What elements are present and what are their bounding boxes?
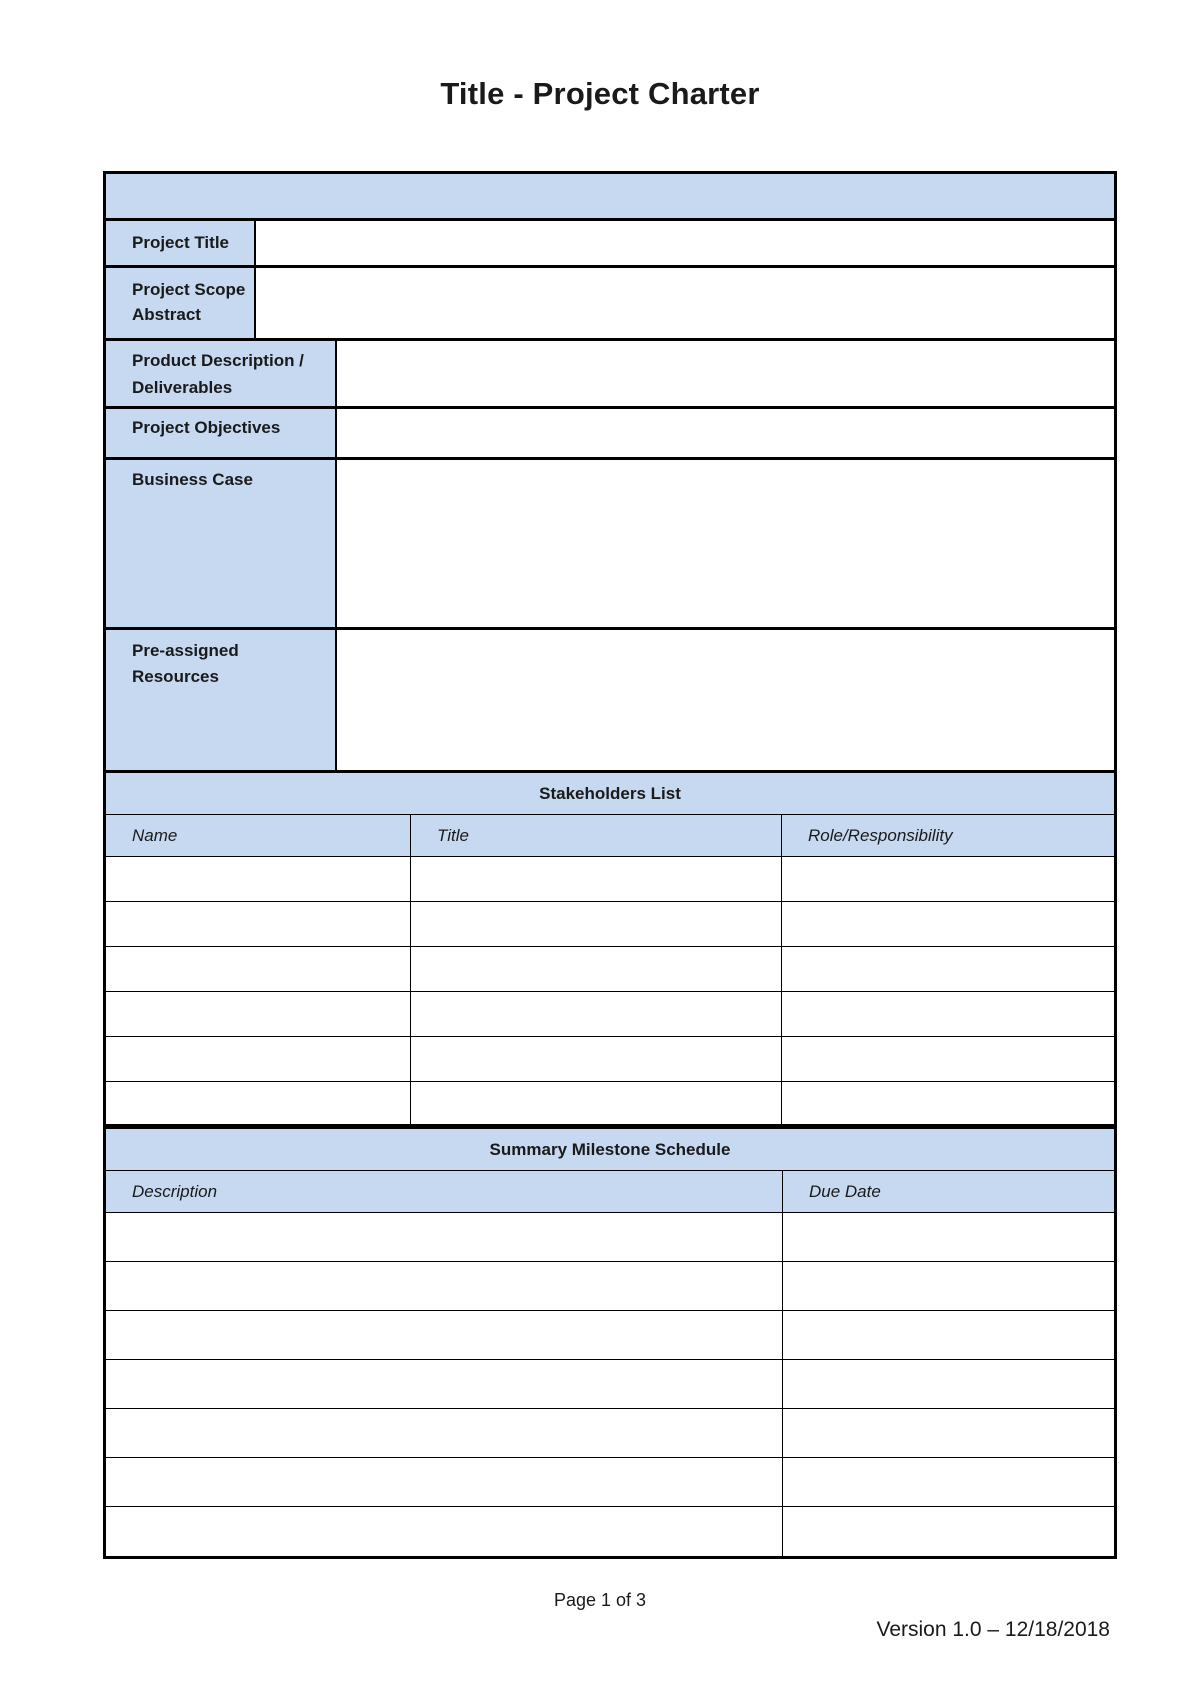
stakeholders-column-headers — [106, 815, 1114, 857]
page-number: Page 1 of 3 — [553, 1590, 647, 1610]
stakeholder-row — [106, 1037, 1114, 1082]
stakeholders-rows — [106, 857, 1114, 1127]
stakeholder-row — [106, 947, 1114, 992]
stakeholder-name-cell[interactable] — [106, 1082, 411, 1124]
milestone-row — [106, 1213, 1114, 1262]
milestone-due-date-cell[interactable] — [783, 1311, 1114, 1359]
milestone-row — [106, 1311, 1114, 1360]
label-business-case: Business Case — [106, 460, 337, 627]
stakeholders-heading: Stakeholders List — [106, 773, 1114, 815]
label-project-scope: Project Scope Abstract — [106, 268, 256, 338]
row-project-objectives — [106, 409, 1114, 460]
stakeholder-role-cell[interactable] — [782, 902, 1114, 946]
milestones-col-due-date: Due Date — [809, 1182, 881, 1201]
stakeholder-role-cell[interactable] — [782, 1037, 1114, 1081]
stakeholder-title-cell[interactable] — [411, 857, 782, 901]
field-product-description[interactable] — [337, 341, 1114, 406]
milestones-rows — [106, 1213, 1114, 1556]
stakeholders-col-role: Role/Responsibility — [808, 826, 953, 845]
stakeholder-title-cell[interactable] — [411, 902, 782, 946]
stakeholder-row — [106, 857, 1114, 902]
row-project-scope — [106, 268, 1114, 341]
stakeholder-title-cell[interactable] — [411, 947, 782, 991]
stakeholder-title-cell[interactable] — [411, 992, 782, 1036]
milestone-due-date-cell[interactable] — [783, 1458, 1114, 1506]
stakeholder-title-cell[interactable] — [411, 1037, 782, 1081]
stakeholder-name-cell[interactable] — [106, 947, 411, 991]
stakeholders-col-name: Name — [106, 815, 411, 856]
version-label: Version 1.0 – 12/18/2018 — [876, 1618, 1110, 1641]
stakeholder-row — [106, 1082, 1114, 1127]
milestone-description-cell[interactable] — [106, 1262, 783, 1310]
stakeholder-title-cell[interactable] — [411, 1082, 782, 1124]
stakeholder-name-cell[interactable] — [106, 1037, 411, 1081]
stakeholder-name-cell[interactable] — [106, 902, 411, 946]
milestone-due-date-cell[interactable] — [783, 1409, 1114, 1457]
milestone-row — [106, 1409, 1114, 1458]
header-band — [106, 174, 1114, 221]
stakeholder-row — [106, 992, 1114, 1037]
row-preassigned-resources — [106, 630, 1114, 773]
milestone-row — [106, 1507, 1114, 1556]
label-preassigned-resources: Pre-assigned Resources — [106, 630, 337, 770]
field-project-title[interactable] — [256, 221, 1114, 265]
milestone-row — [106, 1360, 1114, 1409]
milestone-description-cell[interactable] — [106, 1213, 783, 1261]
milestone-description-cell[interactable] — [106, 1507, 783, 1556]
stakeholders-col-title: Title — [411, 815, 782, 856]
row-project-title — [106, 221, 1114, 268]
milestone-description-cell[interactable] — [106, 1458, 783, 1506]
label-product-description: Product Description / Deliverables — [106, 341, 337, 406]
milestones-heading: Summary Milestone Schedule — [106, 1127, 1114, 1171]
milestones-column-headers — [106, 1171, 1114, 1213]
stakeholder-name-cell[interactable] — [106, 857, 411, 901]
label-project-objectives: Project Objectives — [106, 409, 337, 457]
stakeholder-role-cell[interactable] — [782, 947, 1114, 991]
milestone-row — [106, 1262, 1114, 1311]
project-charter-form — [103, 171, 1117, 1559]
row-product-description — [106, 341, 1114, 409]
field-project-objectives[interactable] — [337, 409, 1114, 457]
milestone-description-cell[interactable] — [106, 1409, 783, 1457]
stakeholder-role-cell[interactable] — [782, 857, 1114, 901]
milestone-due-date-cell[interactable] — [783, 1262, 1114, 1310]
field-preassigned-resources[interactable] — [337, 630, 1114, 770]
label-project-title: Project Title — [106, 221, 256, 265]
milestone-due-date-cell[interactable] — [783, 1360, 1114, 1408]
milestone-description-cell[interactable] — [106, 1311, 783, 1359]
document-title: Title - Project Charter — [440, 76, 760, 111]
stakeholder-row — [106, 902, 1114, 947]
row-business-case — [106, 460, 1114, 630]
stakeholder-role-cell[interactable] — [782, 992, 1114, 1036]
milestone-due-date-cell[interactable] — [783, 1507, 1114, 1556]
milestones-col-description: Description — [106, 1171, 783, 1212]
milestone-description-cell[interactable] — [106, 1360, 783, 1408]
stakeholder-role-cell[interactable] — [782, 1082, 1114, 1124]
field-business-case[interactable] — [337, 460, 1114, 627]
stakeholder-name-cell[interactable] — [106, 992, 411, 1036]
milestone-due-date-cell[interactable] — [783, 1213, 1114, 1261]
field-project-scope[interactable] — [256, 268, 1114, 338]
milestone-row — [106, 1458, 1114, 1507]
